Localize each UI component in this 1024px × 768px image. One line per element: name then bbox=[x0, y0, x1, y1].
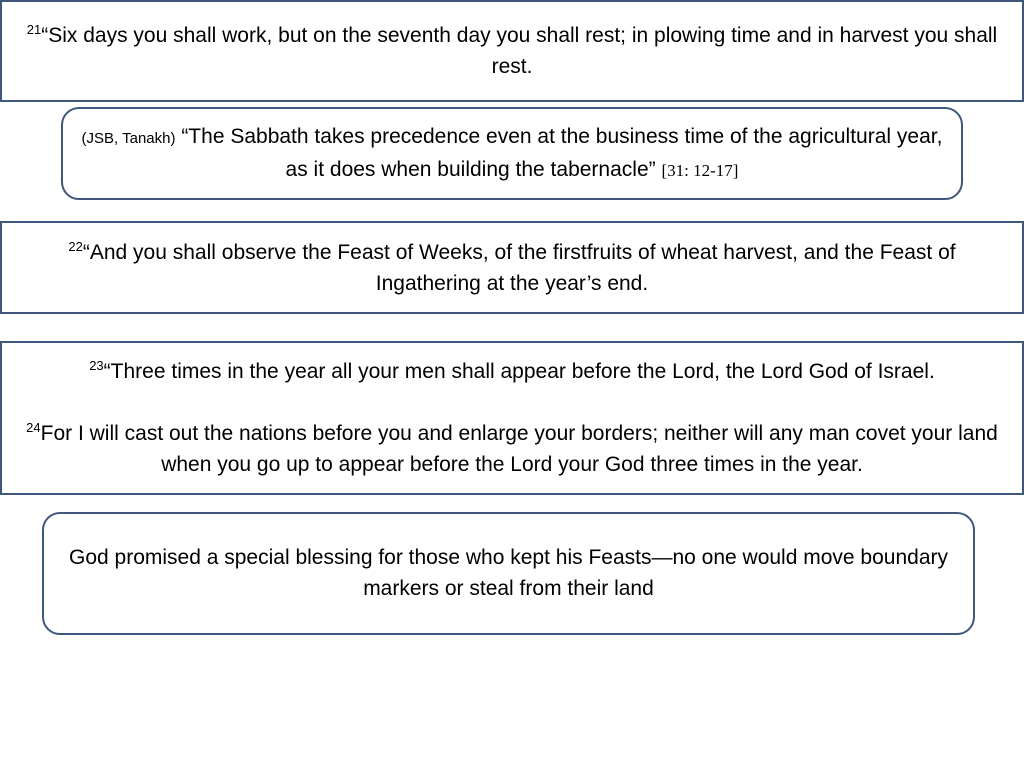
verse-22-box bbox=[0, 221, 1024, 314]
verse-24 bbox=[14, 418, 1010, 480]
verse-text: “And you shall observe the Feast of Weeks, of the firstfruits of wheat harvest, and the Feast of Ingathering at the year’s end. bbox=[82, 240, 956, 295]
commentary-blessing-box bbox=[42, 512, 975, 635]
commentary-source: (JSB, Tanakh) bbox=[81, 130, 176, 147]
verse-text: “Six days you shall work, but on the seventh day you shall rest; in plowing time and in harvest you shall rest. bbox=[41, 24, 998, 78]
verse-21 bbox=[14, 20, 1010, 82]
verse-text: For I will cast out the nations before you and enlarge your borders; neither will any man covet your land when you go up to appear before the Lord your God three times in the year. bbox=[40, 422, 998, 476]
verses-23-24-box bbox=[0, 341, 1024, 495]
verse-number: 24 bbox=[26, 420, 41, 435]
commentary-sabbath-box bbox=[61, 107, 963, 200]
verse-number: 21 bbox=[26, 22, 42, 37]
commentary-sabbath bbox=[75, 121, 949, 186]
commentary-reference: [31: 12-17] bbox=[661, 161, 739, 180]
verse-23 bbox=[89, 356, 935, 387]
commentary-text: “The Sabbath takes precedence even at the business time of the agricultural year, as it does when building the tabernacle” bbox=[175, 125, 943, 181]
commentary-blessing: God promised a special blessing for those who kept his Feasts—no one would move boundary markers or steal from their land bbox=[69, 546, 948, 600]
verse-21-box bbox=[0, 0, 1024, 102]
verse-text: “Three times in the year all your men shall appear before the Lord, the Lord God of Israel. bbox=[103, 360, 935, 383]
verse-number: 23 bbox=[89, 358, 104, 373]
verse-number: 22 bbox=[68, 238, 83, 254]
verse-22 bbox=[14, 237, 1010, 299]
